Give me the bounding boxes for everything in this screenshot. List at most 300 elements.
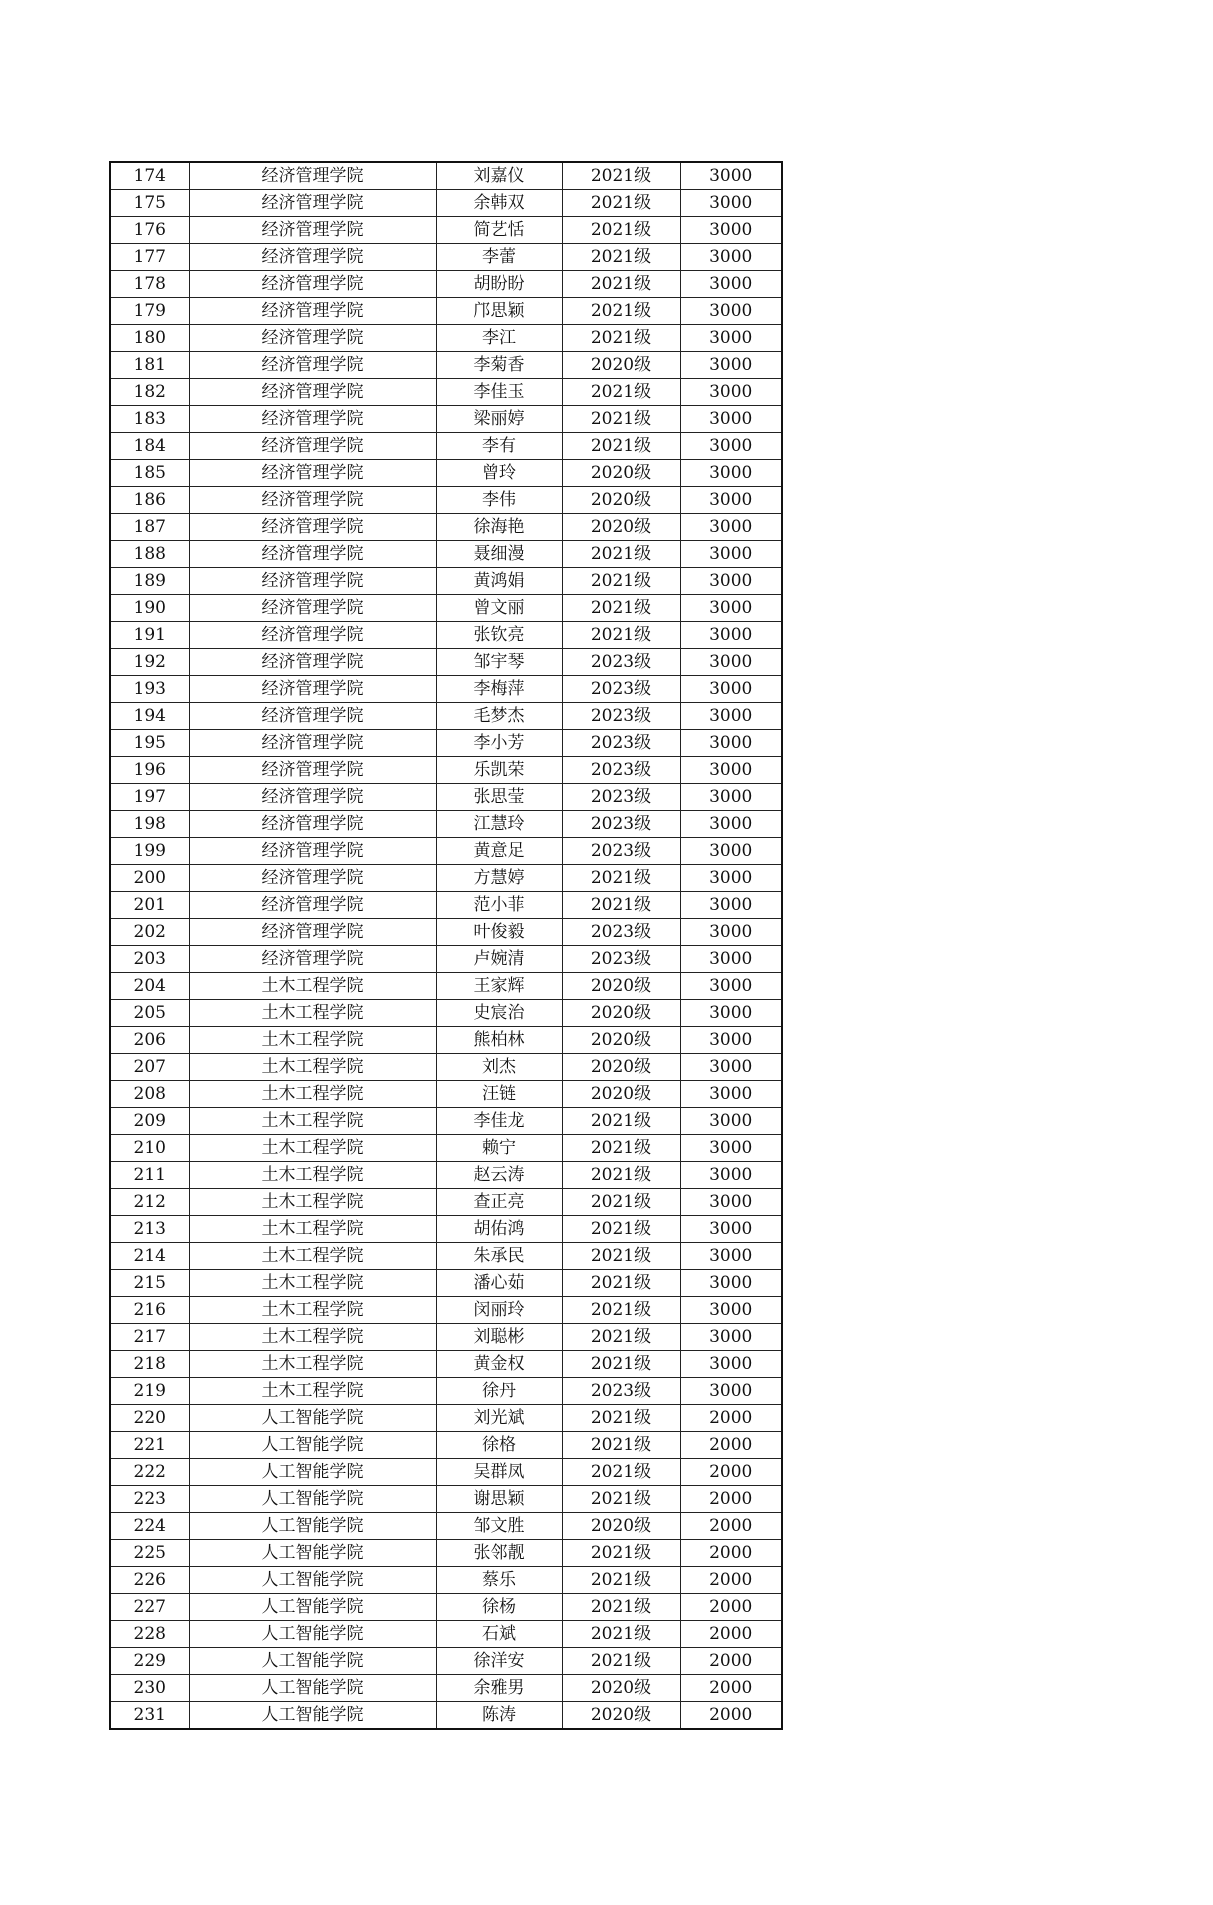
student-name-cell: 刘光斌 [436, 1405, 562, 1432]
college-cell: 经济管理学院 [189, 703, 436, 730]
college-cell: 经济管理学院 [189, 162, 436, 190]
college-cell: 土木工程学院 [189, 1324, 436, 1351]
grade-cell: 2020级 [562, 1000, 680, 1027]
row-number-cell: 193 [110, 676, 189, 703]
college-cell: 人工智能学院 [189, 1513, 436, 1540]
grade-cell: 2021级 [562, 1243, 680, 1270]
row-number-cell: 196 [110, 757, 189, 784]
college-cell: 经济管理学院 [189, 406, 436, 433]
college-cell: 经济管理学院 [189, 298, 436, 325]
grade-cell: 2021级 [562, 1189, 680, 1216]
row-number-cell: 175 [110, 190, 189, 217]
table-row [110, 162, 782, 190]
college-cell: 人工智能学院 [189, 1594, 436, 1621]
amount-cell: 3000 [680, 865, 782, 892]
table-row [110, 1405, 782, 1432]
student-name-cell: 朱承民 [436, 1243, 562, 1270]
college-cell: 经济管理学院 [189, 460, 436, 487]
college-cell: 土木工程学院 [189, 1108, 436, 1135]
student-name-cell: 赖宁 [436, 1135, 562, 1162]
row-number-cell: 210 [110, 1135, 189, 1162]
table-row [110, 379, 782, 406]
table-row [110, 190, 782, 217]
table-row [110, 406, 782, 433]
grade-cell: 2023级 [562, 730, 680, 757]
amount-cell: 3000 [680, 838, 782, 865]
grade-cell: 2021级 [562, 1567, 680, 1594]
college-cell: 土木工程学院 [189, 1270, 436, 1297]
table-row [110, 1270, 782, 1297]
amount-cell: 3000 [680, 811, 782, 838]
student-name-cell: 黄鸿娟 [436, 568, 562, 595]
amount-cell: 3000 [680, 676, 782, 703]
amount-cell: 3000 [680, 1162, 782, 1189]
table-row [110, 433, 782, 460]
row-number-cell: 199 [110, 838, 189, 865]
amount-cell: 3000 [680, 244, 782, 271]
table-body [110, 162, 782, 1729]
college-cell: 经济管理学院 [189, 757, 436, 784]
college-cell: 人工智能学院 [189, 1567, 436, 1594]
table-row [110, 730, 782, 757]
amount-cell: 3000 [680, 595, 782, 622]
amount-cell: 3000 [680, 703, 782, 730]
college-cell: 人工智能学院 [189, 1432, 436, 1459]
amount-cell: 2000 [680, 1621, 782, 1648]
amount-cell: 3000 [680, 514, 782, 541]
amount-cell: 2000 [680, 1540, 782, 1567]
grade-cell: 2021级 [562, 1594, 680, 1621]
row-number-cell: 203 [110, 946, 189, 973]
amount-cell: 3000 [680, 1243, 782, 1270]
student-name-cell: 刘嘉仪 [436, 162, 562, 190]
row-number-cell: 194 [110, 703, 189, 730]
row-number-cell: 216 [110, 1297, 189, 1324]
amount-cell: 3000 [680, 460, 782, 487]
student-name-cell: 李伟 [436, 487, 562, 514]
row-number-cell: 227 [110, 1594, 189, 1621]
row-number-cell: 218 [110, 1351, 189, 1378]
grade-cell: 2021级 [562, 325, 680, 352]
grade-cell: 2021级 [562, 1459, 680, 1486]
grade-cell: 2021级 [562, 1486, 680, 1513]
college-cell: 经济管理学院 [189, 352, 436, 379]
table-row [110, 865, 782, 892]
student-name-cell: 李梅萍 [436, 676, 562, 703]
table-row [110, 946, 782, 973]
student-name-cell: 卢婉清 [436, 946, 562, 973]
table-row [110, 514, 782, 541]
row-number-cell: 209 [110, 1108, 189, 1135]
row-number-cell: 220 [110, 1405, 189, 1432]
student-name-cell: 余韩双 [436, 190, 562, 217]
grade-cell: 2020级 [562, 973, 680, 1000]
grade-cell: 2021级 [562, 1216, 680, 1243]
student-name-cell: 徐丹 [436, 1378, 562, 1405]
college-cell: 经济管理学院 [189, 676, 436, 703]
amount-cell: 3000 [680, 919, 782, 946]
amount-cell: 3000 [680, 1189, 782, 1216]
student-name-cell: 叶俊毅 [436, 919, 562, 946]
student-name-cell: 范小菲 [436, 892, 562, 919]
row-number-cell: 205 [110, 1000, 189, 1027]
student-name-cell: 乐凯荣 [436, 757, 562, 784]
row-number-cell: 190 [110, 595, 189, 622]
college-cell: 经济管理学院 [189, 244, 436, 271]
table-row [110, 1297, 782, 1324]
table-row [110, 1243, 782, 1270]
row-number-cell: 188 [110, 541, 189, 568]
student-name-cell: 胡盼盼 [436, 271, 562, 298]
student-name-cell: 李江 [436, 325, 562, 352]
grade-cell: 2020级 [562, 487, 680, 514]
table-row [110, 1351, 782, 1378]
table-row [110, 1135, 782, 1162]
college-cell: 经济管理学院 [189, 379, 436, 406]
grade-cell: 2023级 [562, 676, 680, 703]
grade-cell: 2023级 [562, 784, 680, 811]
amount-cell: 2000 [680, 1459, 782, 1486]
table-row [110, 838, 782, 865]
college-cell: 人工智能学院 [189, 1486, 436, 1513]
student-name-cell: 余雅男 [436, 1675, 562, 1702]
student-name-cell: 潘心茹 [436, 1270, 562, 1297]
student-name-cell: 梁丽婷 [436, 406, 562, 433]
row-number-cell: 183 [110, 406, 189, 433]
table-row [110, 1162, 782, 1189]
student-name-cell: 毛梦杰 [436, 703, 562, 730]
college-cell: 经济管理学院 [189, 190, 436, 217]
table-row [110, 757, 782, 784]
row-number-cell: 197 [110, 784, 189, 811]
table-row [110, 892, 782, 919]
row-number-cell: 224 [110, 1513, 189, 1540]
grade-cell: 2021级 [562, 1297, 680, 1324]
college-cell: 人工智能学院 [189, 1459, 436, 1486]
amount-cell: 3000 [680, 1108, 782, 1135]
table-row [110, 1027, 782, 1054]
amount-cell: 2000 [680, 1486, 782, 1513]
table-row [110, 271, 782, 298]
row-number-cell: 213 [110, 1216, 189, 1243]
student-name-cell: 王家辉 [436, 973, 562, 1000]
row-number-cell: 202 [110, 919, 189, 946]
row-number-cell: 192 [110, 649, 189, 676]
student-name-cell: 刘聪彬 [436, 1324, 562, 1351]
table-row [110, 541, 782, 568]
amount-cell: 3000 [680, 217, 782, 244]
student-name-cell: 徐格 [436, 1432, 562, 1459]
amount-cell: 3000 [680, 757, 782, 784]
grade-cell: 2021级 [562, 190, 680, 217]
grade-cell: 2021级 [562, 1351, 680, 1378]
table-row [110, 784, 782, 811]
amount-cell: 3000 [680, 568, 782, 595]
student-name-cell: 江慧玲 [436, 811, 562, 838]
grade-cell: 2021级 [562, 1270, 680, 1297]
college-cell: 经济管理学院 [189, 838, 436, 865]
student-name-cell: 李有 [436, 433, 562, 460]
college-cell: 经济管理学院 [189, 865, 436, 892]
table-row [110, 1594, 782, 1621]
row-number-cell: 206 [110, 1027, 189, 1054]
table-row [110, 1108, 782, 1135]
table-row [110, 1513, 782, 1540]
row-number-cell: 181 [110, 352, 189, 379]
amount-cell: 2000 [680, 1432, 782, 1459]
grade-cell: 2020级 [562, 1081, 680, 1108]
grade-cell: 2021级 [562, 865, 680, 892]
grade-cell: 2023级 [562, 946, 680, 973]
grade-cell: 2021级 [562, 1324, 680, 1351]
college-cell: 人工智能学院 [189, 1621, 436, 1648]
amount-cell: 2000 [680, 1702, 782, 1730]
college-cell: 经济管理学院 [189, 919, 436, 946]
student-name-cell: 曾玲 [436, 460, 562, 487]
grade-cell: 2021级 [562, 433, 680, 460]
college-cell: 经济管理学院 [189, 271, 436, 298]
row-number-cell: 228 [110, 1621, 189, 1648]
college-cell: 经济管理学院 [189, 568, 436, 595]
row-number-cell: 221 [110, 1432, 189, 1459]
row-number-cell: 201 [110, 892, 189, 919]
grade-cell: 2020级 [562, 352, 680, 379]
row-number-cell: 229 [110, 1648, 189, 1675]
amount-cell: 3000 [680, 784, 782, 811]
student-name-cell: 张钦亮 [436, 622, 562, 649]
table-row [110, 1081, 782, 1108]
row-number-cell: 230 [110, 1675, 189, 1702]
amount-cell: 2000 [680, 1513, 782, 1540]
college-cell: 土木工程学院 [189, 1351, 436, 1378]
amount-cell: 3000 [680, 622, 782, 649]
student-name-cell: 李小芳 [436, 730, 562, 757]
amount-cell: 3000 [680, 1054, 782, 1081]
table-row [110, 217, 782, 244]
amount-cell: 3000 [680, 352, 782, 379]
row-number-cell: 189 [110, 568, 189, 595]
student-name-cell: 赵云涛 [436, 1162, 562, 1189]
grade-cell: 2021级 [562, 1648, 680, 1675]
college-cell: 人工智能学院 [189, 1405, 436, 1432]
amount-cell: 3000 [680, 379, 782, 406]
college-cell: 土木工程学院 [189, 1027, 436, 1054]
student-name-cell: 邹宇琴 [436, 649, 562, 676]
student-name-cell: 邹文胜 [436, 1513, 562, 1540]
table-row [110, 811, 782, 838]
table-row [110, 1648, 782, 1675]
grade-cell: 2023级 [562, 811, 680, 838]
grade-cell: 2021级 [562, 892, 680, 919]
row-number-cell: 179 [110, 298, 189, 325]
amount-cell: 3000 [680, 271, 782, 298]
row-number-cell: 207 [110, 1054, 189, 1081]
row-number-cell: 180 [110, 325, 189, 352]
student-name-cell: 徐杨 [436, 1594, 562, 1621]
table-row [110, 622, 782, 649]
grade-cell: 2023级 [562, 838, 680, 865]
table-row [110, 973, 782, 1000]
row-number-cell: 198 [110, 811, 189, 838]
college-cell: 经济管理学院 [189, 946, 436, 973]
student-name-cell: 方慧婷 [436, 865, 562, 892]
grade-cell: 2020级 [562, 1054, 680, 1081]
student-name-cell: 徐海艳 [436, 514, 562, 541]
college-cell: 经济管理学院 [189, 784, 436, 811]
row-number-cell: 174 [110, 162, 189, 190]
college-cell: 经济管理学院 [189, 622, 436, 649]
row-number-cell: 182 [110, 379, 189, 406]
row-number-cell: 187 [110, 514, 189, 541]
student-name-cell: 徐洋安 [436, 1648, 562, 1675]
grade-cell: 2021级 [562, 1135, 680, 1162]
amount-cell: 3000 [680, 433, 782, 460]
row-number-cell: 178 [110, 271, 189, 298]
grade-cell: 2021级 [562, 406, 680, 433]
grade-cell: 2021级 [562, 1162, 680, 1189]
row-number-cell: 204 [110, 973, 189, 1000]
grade-cell: 2021级 [562, 244, 680, 271]
table-row [110, 1540, 782, 1567]
student-name-cell: 蔡乐 [436, 1567, 562, 1594]
row-number-cell: 217 [110, 1324, 189, 1351]
grade-cell: 2023级 [562, 1378, 680, 1405]
college-cell: 人工智能学院 [189, 1648, 436, 1675]
amount-cell: 3000 [680, 1216, 782, 1243]
table-row [110, 703, 782, 730]
amount-cell: 3000 [680, 892, 782, 919]
grade-cell: 2021级 [562, 162, 680, 190]
student-name-cell: 简艺恬 [436, 217, 562, 244]
student-name-cell: 黄金权 [436, 1351, 562, 1378]
college-cell: 经济管理学院 [189, 811, 436, 838]
grade-cell: 2021级 [562, 298, 680, 325]
grade-cell: 2021级 [562, 1621, 680, 1648]
grade-cell: 2020级 [562, 1702, 680, 1730]
row-number-cell: 231 [110, 1702, 189, 1730]
college-cell: 人工智能学院 [189, 1540, 436, 1567]
row-number-cell: 222 [110, 1459, 189, 1486]
student-name-cell: 史宸治 [436, 1000, 562, 1027]
student-name-cell: 吴群凤 [436, 1459, 562, 1486]
college-cell: 经济管理学院 [189, 892, 436, 919]
table-row [110, 1000, 782, 1027]
row-number-cell: 195 [110, 730, 189, 757]
grade-cell: 2023级 [562, 649, 680, 676]
table-row [110, 1054, 782, 1081]
student-name-cell: 谢思颖 [436, 1486, 562, 1513]
table-row [110, 1702, 782, 1730]
table-row [110, 298, 782, 325]
college-cell: 土木工程学院 [189, 1054, 436, 1081]
row-number-cell: 176 [110, 217, 189, 244]
grade-cell: 2021级 [562, 568, 680, 595]
college-cell: 经济管理学院 [189, 649, 436, 676]
college-cell: 经济管理学院 [189, 514, 436, 541]
amount-cell: 2000 [680, 1675, 782, 1702]
row-number-cell: 214 [110, 1243, 189, 1270]
amount-cell: 3000 [680, 1324, 782, 1351]
college-cell: 经济管理学院 [189, 217, 436, 244]
grade-cell: 2020级 [562, 1027, 680, 1054]
amount-cell: 3000 [680, 487, 782, 514]
amount-cell: 2000 [680, 1567, 782, 1594]
college-cell: 经济管理学院 [189, 730, 436, 757]
row-number-cell: 208 [110, 1081, 189, 1108]
amount-cell: 3000 [680, 730, 782, 757]
college-cell: 土木工程学院 [189, 1297, 436, 1324]
row-number-cell: 212 [110, 1189, 189, 1216]
student-name-cell: 曾文丽 [436, 595, 562, 622]
college-cell: 土木工程学院 [189, 1000, 436, 1027]
grade-cell: 2021级 [562, 1432, 680, 1459]
grade-cell: 2021级 [562, 1405, 680, 1432]
row-number-cell: 191 [110, 622, 189, 649]
table-row [110, 244, 782, 271]
student-name-cell: 陈涛 [436, 1702, 562, 1730]
amount-cell: 3000 [680, 973, 782, 1000]
row-number-cell: 177 [110, 244, 189, 271]
table-row [110, 1567, 782, 1594]
student-name-cell: 邝思颖 [436, 298, 562, 325]
row-number-cell: 211 [110, 1162, 189, 1189]
amount-cell: 3000 [680, 1135, 782, 1162]
college-cell: 经济管理学院 [189, 541, 436, 568]
row-number-cell: 225 [110, 1540, 189, 1567]
row-number-cell: 226 [110, 1567, 189, 1594]
grade-cell: 2021级 [562, 217, 680, 244]
student-name-cell: 李佳龙 [436, 1108, 562, 1135]
table-row [110, 1216, 782, 1243]
student-name-cell: 聂细漫 [436, 541, 562, 568]
amount-cell: 3000 [680, 649, 782, 676]
table-row [110, 1675, 782, 1702]
amount-cell: 3000 [680, 541, 782, 568]
college-cell: 土木工程学院 [189, 1243, 436, 1270]
college-cell: 土木工程学院 [189, 1189, 436, 1216]
table-row [110, 676, 782, 703]
amount-cell: 3000 [680, 1297, 782, 1324]
table-row [110, 568, 782, 595]
college-cell: 经济管理学院 [189, 325, 436, 352]
student-name-cell: 汪链 [436, 1081, 562, 1108]
amount-cell: 3000 [680, 406, 782, 433]
student-name-cell: 石斌 [436, 1621, 562, 1648]
grade-cell: 2021级 [562, 1108, 680, 1135]
college-cell: 土木工程学院 [189, 1081, 436, 1108]
college-cell: 土木工程学院 [189, 1135, 436, 1162]
grade-cell: 2020级 [562, 1513, 680, 1540]
table-row [110, 595, 782, 622]
student-name-cell: 熊柏林 [436, 1027, 562, 1054]
row-number-cell: 200 [110, 865, 189, 892]
table-row [110, 1378, 782, 1405]
amount-cell: 3000 [680, 946, 782, 973]
amount-cell: 3000 [680, 1081, 782, 1108]
amount-cell: 3000 [680, 1027, 782, 1054]
college-cell: 经济管理学院 [189, 595, 436, 622]
student-name-cell: 黄意足 [436, 838, 562, 865]
student-name-cell: 刘杰 [436, 1054, 562, 1081]
amount-cell: 3000 [680, 1378, 782, 1405]
row-number-cell: 219 [110, 1378, 189, 1405]
student-name-cell: 李佳玉 [436, 379, 562, 406]
row-number-cell: 185 [110, 460, 189, 487]
student-name-cell: 胡佑鸿 [436, 1216, 562, 1243]
amount-cell: 3000 [680, 162, 782, 190]
amount-cell: 3000 [680, 190, 782, 217]
college-cell: 土木工程学院 [189, 973, 436, 1000]
